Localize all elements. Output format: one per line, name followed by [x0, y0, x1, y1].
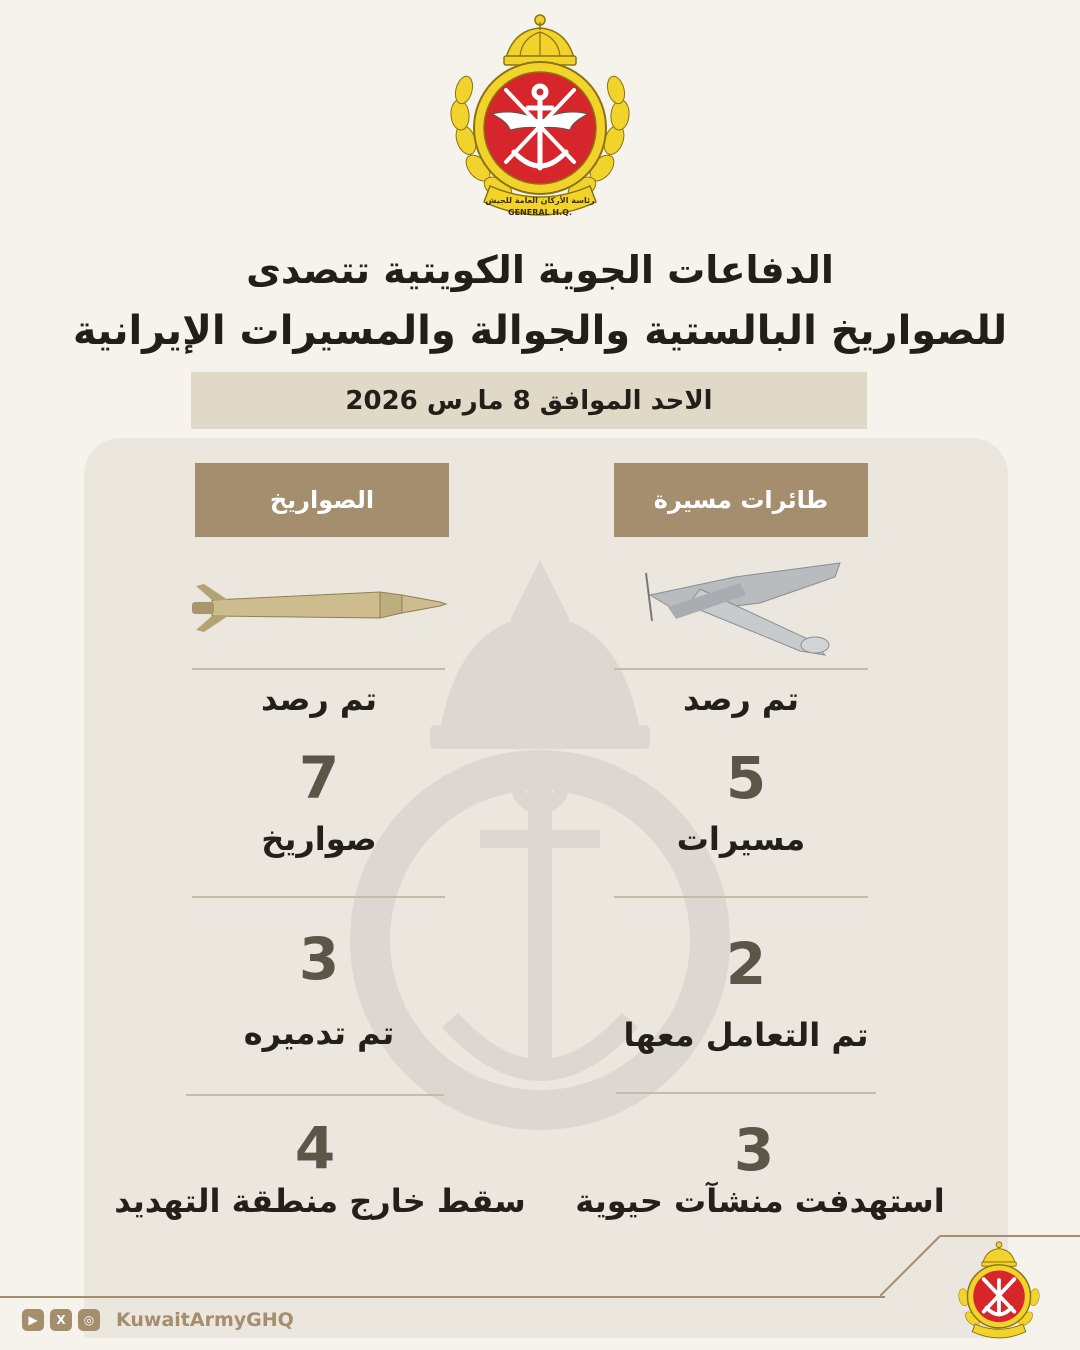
- missiles-outside-count: 4: [294, 1114, 336, 1182]
- divider: [614, 896, 868, 898]
- date-banner: [191, 372, 867, 429]
- drones-detected-count: 5: [725, 744, 767, 812]
- instagram-icon[interactable]: ◎: [78, 1309, 100, 1331]
- emblem-arabic-text: رئاسة الأركان العامة للجيش: [485, 196, 595, 205]
- drone-icon: [640, 555, 845, 660]
- missiles-detected-count: 7: [298, 744, 340, 812]
- drones-targeted-count: 3: [733, 1116, 775, 1184]
- general-hq-emblem: [444, 10, 636, 232]
- drones-header: طائرات مسيرة: [614, 463, 868, 537]
- social-handle[interactable]: KuwaitArmyGHQ: [116, 1309, 294, 1331]
- emblem-english-text: GENERAL H.Q.: [508, 208, 572, 217]
- divider: [192, 668, 445, 670]
- footer-line: [0, 1296, 885, 1298]
- missiles-header: الصواريخ: [195, 463, 449, 537]
- divider: [192, 896, 445, 898]
- date-text: الاحد الموافق 8 مارس 2026: [345, 385, 713, 416]
- page-title-line2: للصواريخ البالستية والجوالة والمسيرات الإيرانية: [72, 308, 1008, 354]
- divider: [616, 1092, 876, 1094]
- missiles-detected-label: تم رصد: [260, 680, 378, 718]
- x-icon[interactable]: X: [50, 1309, 72, 1331]
- drones-detected-unit: مسيرات: [676, 820, 806, 858]
- missiles-destroyed-label: تم تدميره: [243, 1014, 395, 1052]
- drones-handled-count: 2: [725, 930, 767, 998]
- divider: [186, 1094, 444, 1096]
- missiles-detected-unit: صواريخ: [261, 820, 377, 858]
- general-hq-emblem-small: [952, 1240, 1046, 1346]
- drones-targeted-label: استهدفت منشآت حيوية: [575, 1182, 945, 1220]
- youtube-icon[interactable]: ▶: [22, 1309, 44, 1331]
- missile-icon: [190, 578, 448, 634]
- divider: [614, 668, 868, 670]
- drones-detected-label: تم رصد: [682, 680, 800, 718]
- page-title-line1: الدفاعات الجوية الكويتية تتصدى: [246, 248, 834, 292]
- drones-handled-label: تم التعامل معها: [623, 1016, 869, 1054]
- missiles-outside-label: سقط خارج منطقة التهديد: [114, 1182, 526, 1220]
- social-links: [22, 1309, 294, 1331]
- missiles-destroyed-count: 3: [298, 925, 340, 993]
